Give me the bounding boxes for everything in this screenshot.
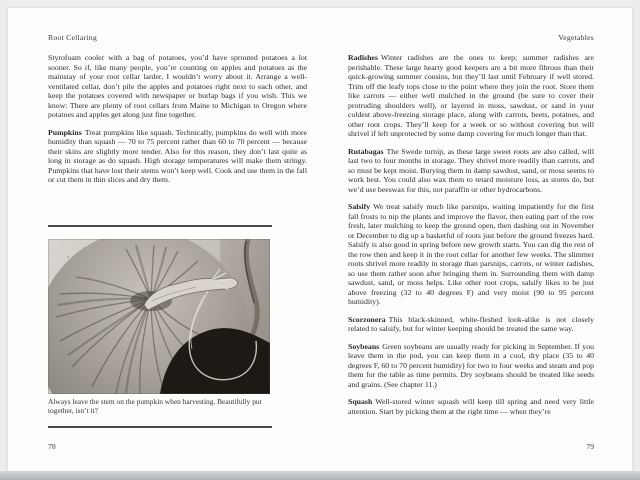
paragraph-pumpkins	[48, 128, 307, 185]
paragraph-squash	[348, 397, 594, 416]
book-spread	[8, 8, 632, 471]
figure-rule-bottom	[48, 426, 272, 428]
right-body-text	[348, 53, 594, 437]
right-page	[348, 8, 594, 471]
paragraph-lead: Salsify	[348, 202, 371, 211]
paragraph-lead: Radishes	[348, 53, 378, 62]
paragraph-scorzonera	[348, 315, 594, 334]
paragraph-styrofoam	[48, 53, 307, 120]
paragraph-lead: Squash	[348, 397, 373, 406]
paragraph-lead: Pumpkins	[48, 127, 82, 137]
paragraph-text: Treat pumpkins like squash. Technically, pumpkins do well with more humidity than squash — 70 to 75 percent rather than 60 to 70 percent — because their skins are slightly more tender. Also for this reason, they don’t last quite as long in storage as do squash. High storage temperatures will make them stringy. Pumpkins that have lost their stems won’t keep well. Cook and use them in the fall or cut them in thin slices and dry them.	[48, 127, 307, 184]
paragraph-salsify	[348, 202, 594, 307]
figure-caption: Always leave the stem on the pumpkin when harvesting. Beautifully put together, isn’t it?	[48, 397, 262, 415]
paragraph-radishes	[348, 53, 594, 139]
paragraph-lead: Scorzonera	[348, 314, 386, 324]
figure-rule-top	[48, 225, 272, 227]
pumpkin-photo	[48, 239, 270, 394]
running-head-right: Vegetables	[558, 33, 594, 42]
paragraph-text: Green soybeans are usually ready for picking in September. If you leave them in the pod, you can keep them in a cool, dry place (35 to 40 degrees F, 60 to 70 percent humidity) for two to four weeks and steam and pop them for the table as time permits. Dry soybeans should be treated like seeds and grains. (See chapter 11.)	[348, 341, 594, 389]
paragraph-lead: Rutabagas	[348, 146, 384, 156]
paragraph-soybeans	[348, 342, 594, 390]
page-number-left: 78	[48, 442, 56, 451]
paragraph-text: Well-stored winter squash will keep till spring and need very little attention. Start by picking them at the right time — when they’re	[348, 397, 594, 416]
paragraph-text: Styrofoam cooler with a bag of potatoes, you’d have sprouted potatoes a lot sooner. So if, like many people, you’re counting on apples and potatoes as the mainstay of your root cellar larder, I wouldn’t worry about it. Arrange a well-ventilated cellar, don’t pile the apples and potatoes right next to each other, and keep the potatoes covered with newspaper or burlap bags if you wish. This we know: There are plenty of root cellars from Maine to Michigan to Oregon where potatoes and apples get along just fine together.	[48, 53, 307, 119]
paragraph-text: Winter radishes are the ones to keep; summer radishes are perishable. These large hearty good keepers are a bit more fibrous than their quick-growing summer cousins, but they’ll last until February if well stored. Trim off the leafy tops close to the point where they join the root. Store them like carrots — either well mulched in the ground (be sure to cover their protruding shoulders well), or layered in moss, sawdust, or sand in your coldest above-freezing storage place, along with carrots, beets, potatoes, and other root crops. They’ll keep for a week or so without covering but will shrivel if left unprotected by some damp covering for much longer than that.	[348, 53, 594, 138]
paragraph-lead: Soybeans	[348, 341, 380, 351]
paragraph-text: We treat salsify much like parsnips, waiting impatiently for the first fall frosts to nip the plants and improve the flavor, then eating part of the row fresh, later mulching to keep the ground open, then dashing out in November or December to dig up a basketful of roots just before the ground freezes hard. Salsify is also good in spring before new growth starts. You can dig the rest of the row then and keep it in the root cellar for another few weeks. The slimmer roots shrivel more readily in storage than parsnips, carrots, or winter radishes, so use them rather soon after bringing them in. Surrounding them with damp sawdust, sand, or moss helps. Like other root crops, salsify likes to be just above freezing (32 to 40 degrees F) and very moist (90 to 95 percent humidity).	[348, 202, 594, 306]
book-edge-shadow	[0, 471, 640, 480]
paragraph-rutabagas	[348, 147, 594, 195]
left-body-text	[48, 53, 307, 223]
left-page	[48, 8, 307, 471]
running-head-left: Root Cellaring	[48, 33, 97, 42]
paragraph-text: The Swede turnip, as these large sweet roots are also called, will last two to four months in storage. They shrivel more readily than carrots, and so must be kept moist. Burying them in damp sawdust, sand, or moss seems to work best. You could also wax them to retard moisture loss, as stores do, but we’d use beeswax for this, not paraffin or other hydrocarbons.	[348, 146, 594, 194]
page-number-right: 79	[586, 442, 594, 451]
paragraph-text: This black-skinned, white-fleshed look-alike is not closely related to salsify, but for winter keeping should be treated the same way.	[348, 314, 594, 333]
